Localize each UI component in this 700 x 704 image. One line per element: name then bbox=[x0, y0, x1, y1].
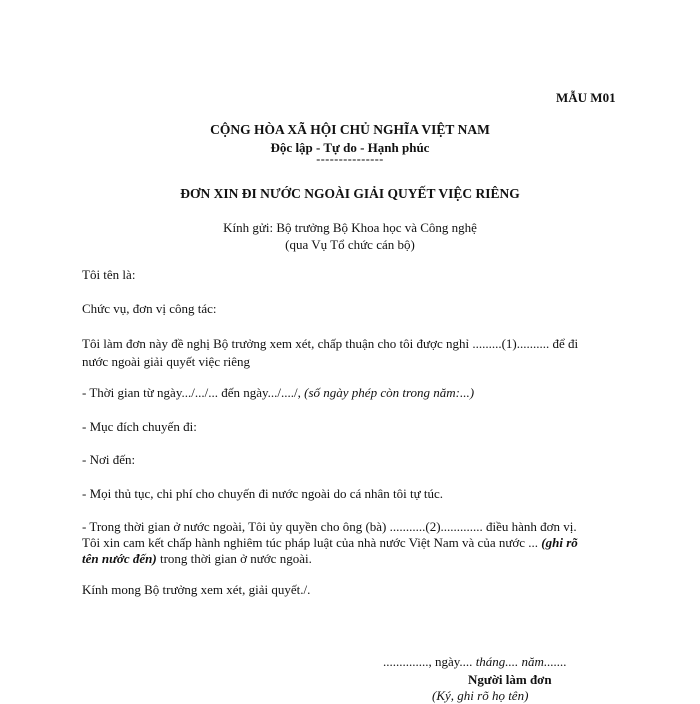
signature-role: Người làm đơn bbox=[468, 672, 552, 687]
name-field: Tôi tên là: bbox=[82, 267, 136, 282]
authorization-line-3 bbox=[82, 551, 312, 567]
request-paragraph-line-1: Tôi làm đơn này đề nghị Bộ trưởng xem xét, chấp thuận cho tôi được nghỉ .........(1).......... để đi bbox=[82, 336, 579, 351]
header-divider: --------------- bbox=[316, 152, 384, 166]
destination-field: - Nơi đến: bbox=[82, 452, 136, 467]
signature-note: (Ký, ghi rõ họ tên) bbox=[432, 688, 529, 703]
country-note-end: tên nước đến) bbox=[82, 551, 157, 566]
commitment-suffix: trong thời gian ở nước ngoài. bbox=[156, 551, 312, 566]
position-field: Chức vụ, đơn vị công tác: bbox=[82, 301, 217, 316]
document-title: ĐƠN XIN ĐI NƯỚC NGOÀI GIẢI QUYẾT VIỆC RIÊNG bbox=[180, 186, 520, 201]
authorization-line-2 bbox=[82, 535, 578, 551]
national-motto: Độc lập - Tự do - Hạnh phúc bbox=[270, 140, 430, 155]
closing-line: Kính mong Bộ trưởng xem xét, giải quyết./. bbox=[82, 582, 311, 597]
time-period-text: - Thời gian từ ngày.../.../... đến ngày.../..../, bbox=[82, 385, 305, 400]
date-suffix: tháng.... năm....... bbox=[475, 654, 567, 669]
recipient-subline: (qua Vụ Tổ chức cán bộ) bbox=[285, 237, 415, 252]
form-code: MẪU M01 bbox=[556, 90, 616, 105]
costs-line: - Mọi thủ tục, chi phí cho chuyến đi nước ngoài do cá nhân tôi tự túc. bbox=[82, 486, 444, 501]
time-period-line bbox=[82, 385, 474, 401]
recipient-line: Kính gửi: Bộ trưởng Bộ Khoa học và Công nghệ bbox=[223, 220, 477, 235]
commitment-text: Tôi xin cam kết chấp hành nghiêm túc pháp luật của nhà nước Việt Nam và của nước ... bbox=[82, 535, 542, 550]
request-paragraph-line-2: nước ngoài giải quyết việc riêng bbox=[82, 354, 251, 369]
country-note-start: (ghi rõ bbox=[541, 535, 578, 550]
purpose-field: - Mục đích chuyến đi: bbox=[82, 419, 197, 434]
leave-days-note: (số ngày phép còn trong năm:...) bbox=[304, 385, 475, 400]
authorization-line-1: - Trong thời gian ở nước ngoài, Tôi ủy quyền cho ông (bà) ...........(2)............. điều hành đơn vị. bbox=[82, 519, 577, 534]
date-prefix: .............., ngày.... bbox=[383, 654, 476, 669]
signature-date bbox=[383, 654, 567, 670]
national-title: CỘNG HÒA XÃ HỘI CHỦ NGHĨA VIỆT NAM bbox=[210, 122, 490, 137]
